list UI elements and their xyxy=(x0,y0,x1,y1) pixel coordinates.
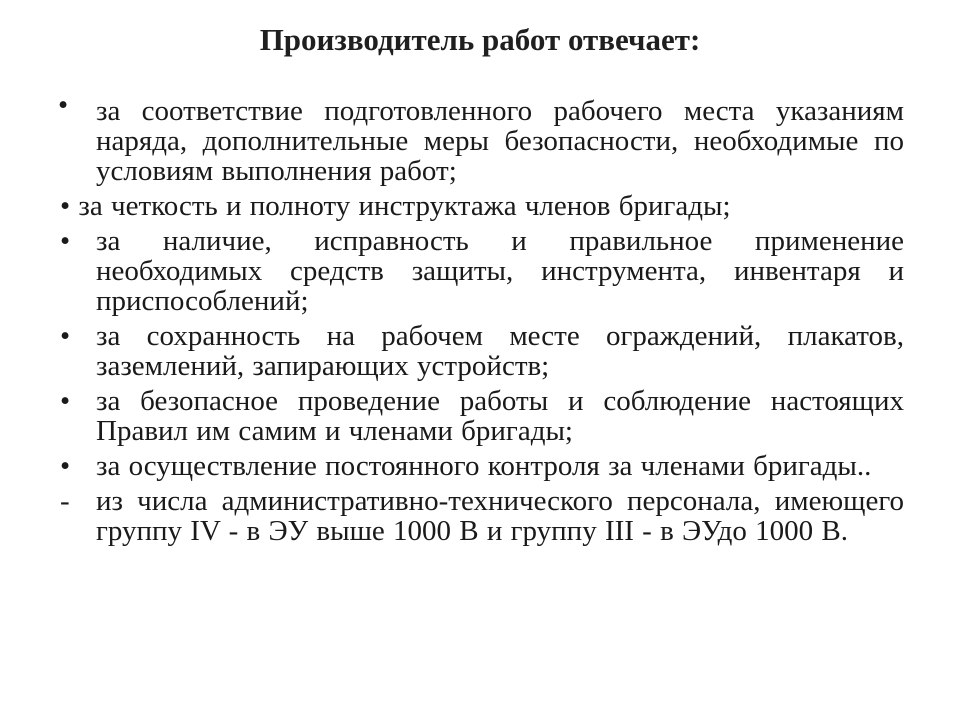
responsibility-list xyxy=(52,89,904,551)
list-item xyxy=(52,226,904,316)
list-item-text: за четкость и полноту инструктажа членов бригады; xyxy=(78,190,731,222)
list-item-text: за сохранность на рабочем месте ограждений, плакатов, заземлений, запирающих устройств; xyxy=(96,320,904,382)
list-item-text: за соответствие подготовленного рабочего места указаниям наряда, дополнительные меры безопасности, необходимые по условиям выполнения работ; xyxy=(96,95,904,187)
bullet-marker: • xyxy=(60,450,71,482)
dash-marker: - xyxy=(60,485,70,517)
bullet-marker: • xyxy=(60,225,71,257)
list-item xyxy=(52,89,904,187)
list-item-text: из числа административно-технического персонала, имеющего группу IV - в ЭУ выше 1000 В и группу III - в ЭУдо 1000 В. xyxy=(96,485,904,547)
list-item xyxy=(52,451,904,481)
bullet-marker: • xyxy=(58,89,69,121)
list-item xyxy=(52,386,904,446)
list-item-text: за наличие, исправность и правильное применение необходимых средств защиты, инструмента, инвентаря и приспособлений; xyxy=(96,225,904,317)
bullet-marker: • xyxy=(60,190,71,222)
list-item-text: за безопасное проведение работы и соблюдение настоящих Правил им самим и членами бригады; xyxy=(96,385,904,447)
list-item-text: за осуществление постоянного контроля за членами бригады.. xyxy=(96,450,872,482)
slide-title: Производитель работ отвечает: xyxy=(259,22,701,57)
bullet-marker: • xyxy=(60,385,71,417)
list-item xyxy=(52,486,904,546)
bullet-marker: • xyxy=(60,320,71,352)
list-item xyxy=(60,191,904,221)
list-item xyxy=(52,321,904,381)
